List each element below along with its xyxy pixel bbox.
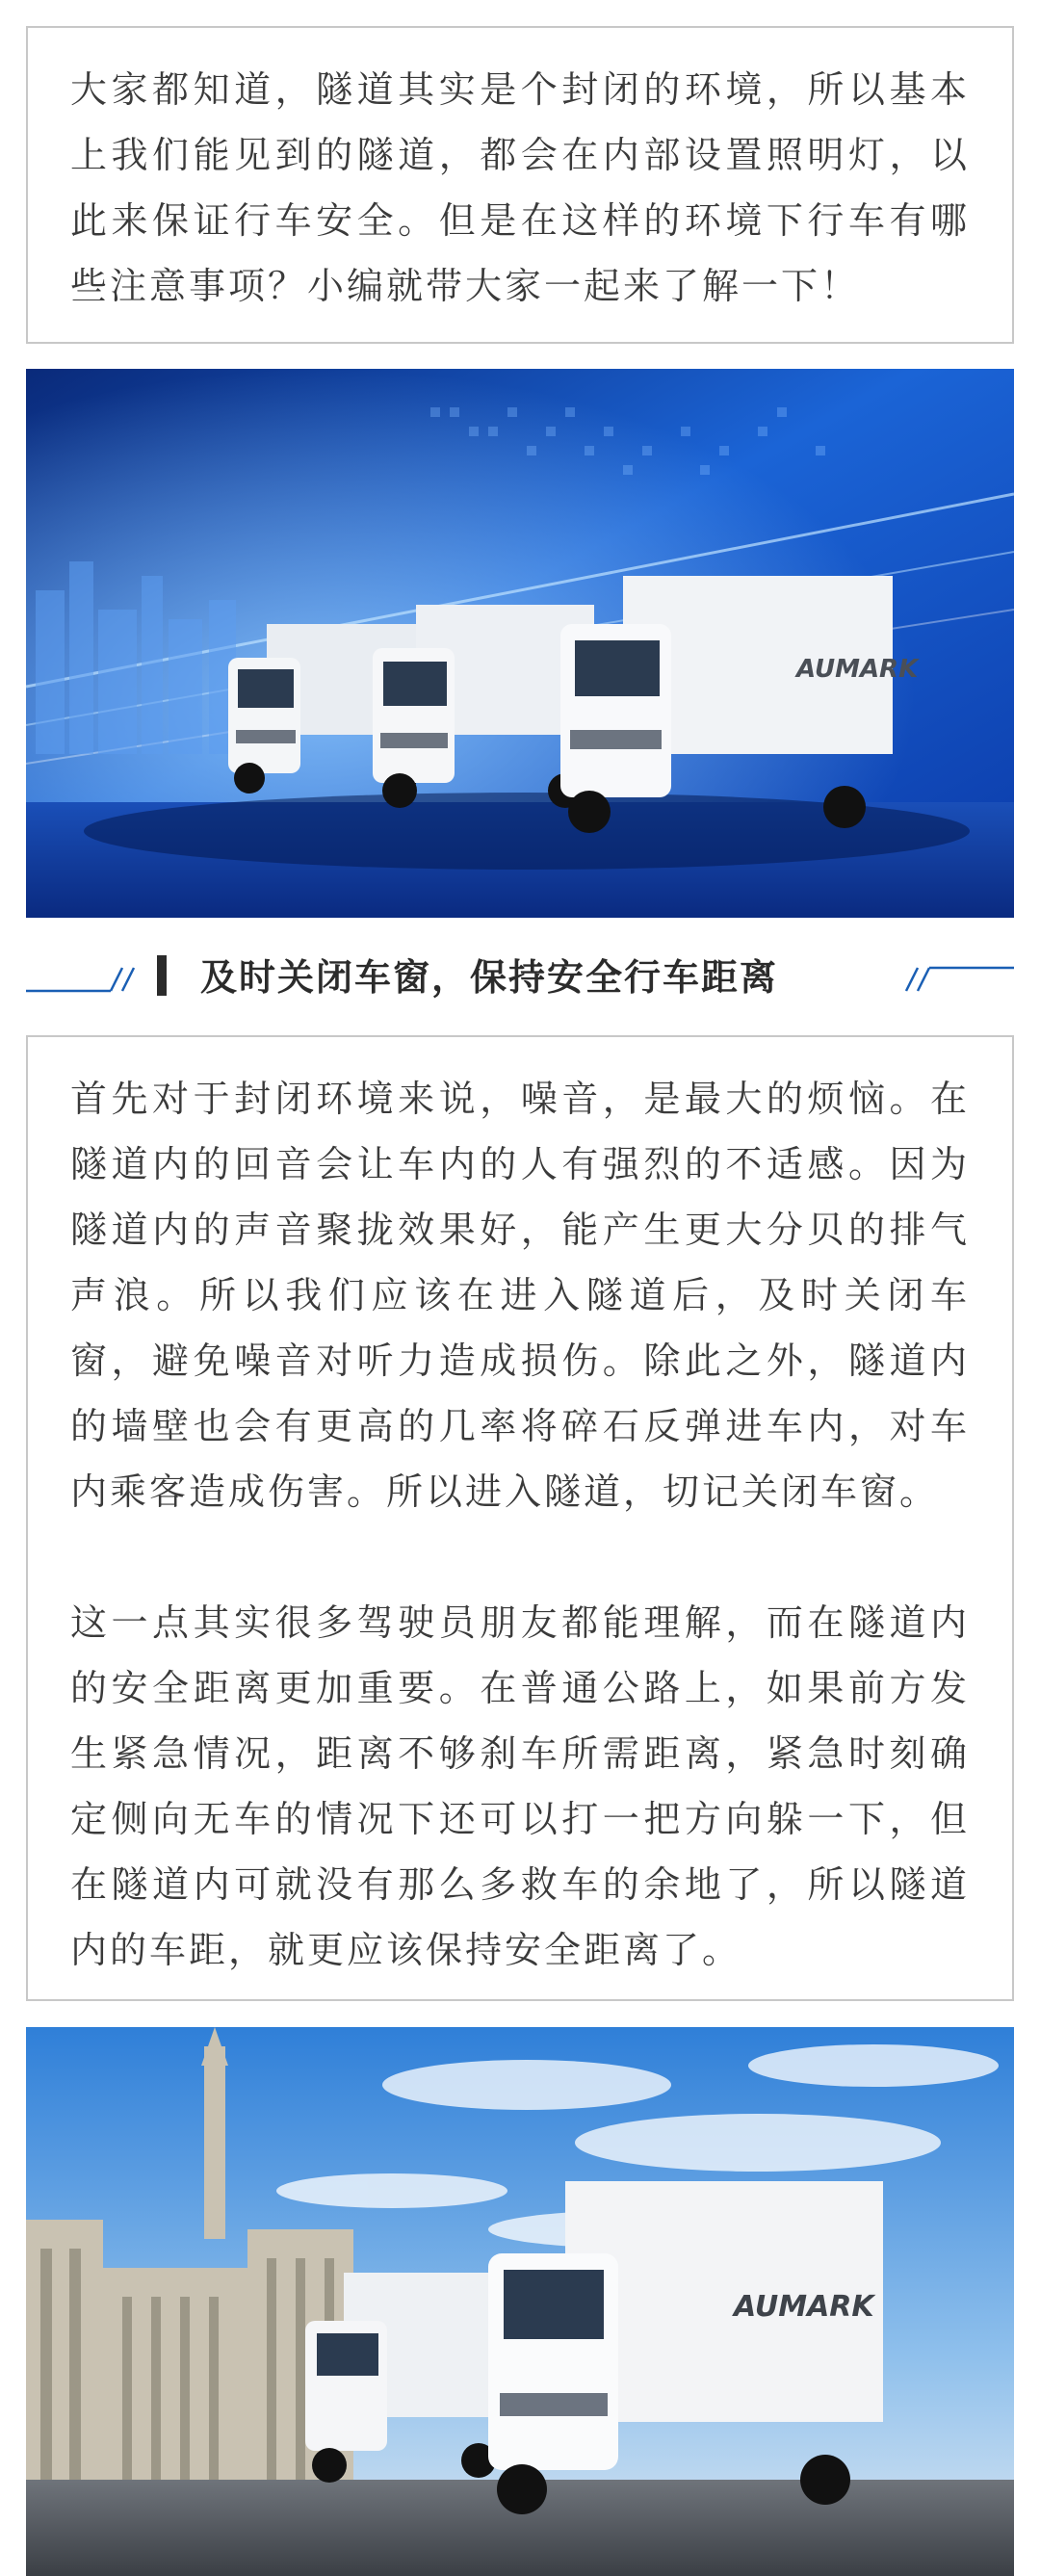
- body-paragraph: 首先对于封闭环境来说，噪音，是最大的烦恼。在隧道内的回音会让车内的人有强烈的不适感。因为隧道内的声音聚拢效果好，能产生更大分贝的排气声浪。所以我们应该在进入隧道后，及时关闭车窗，避免噪音对听力造成损伤。除此之外，隧道内的墙壁也会有更高的几率将碎石反弹进车内，对车内乘客造成伤害。所以进入隧道，切记关闭车窗。: [70, 1078, 970, 1513]
- section-heading: [0, 949, 1040, 1006]
- body-text-box: [26, 1035, 1014, 2001]
- section-title: 及时关闭车窗，保持安全行车距离: [200, 956, 779, 999]
- heading-left-decoration: [26, 949, 137, 1006]
- truck-brand-logo: AUMARK: [796, 655, 919, 684]
- body-paragraph: 这一点其实很多驾驶员朋友都能理解，而在隧道内的安全距离更加重要。在普通公路上，如果前方发生紧急情况，距离不够刹车所需距离，紧急时刻确定侧向无车的情况下还可以打一把方向躲一下，但在隧道内可就没有那么多救车的余地了，所以隧道内的车距，就更应该保持安全距离了。: [70, 1601, 970, 1971]
- intro-text-box: [26, 26, 1014, 344]
- heading-right-decoration: [903, 949, 1014, 1006]
- trucks-blue-banner-image: [26, 369, 1014, 918]
- intro-paragraph: 大家都知道，隧道其实是个封闭的环境，所以基本上我们能见到的隧道，都会在内部设置照明灯，以此来保证行车安全。但是在这样的环境下行车有哪些注意事项？小编就带大家一起来了解一下！: [70, 68, 970, 307]
- heading-bar: [157, 955, 167, 996]
- truck-brand-logo: AUMARK: [734, 2290, 874, 2324]
- trucks-building-image: [26, 2027, 1014, 2576]
